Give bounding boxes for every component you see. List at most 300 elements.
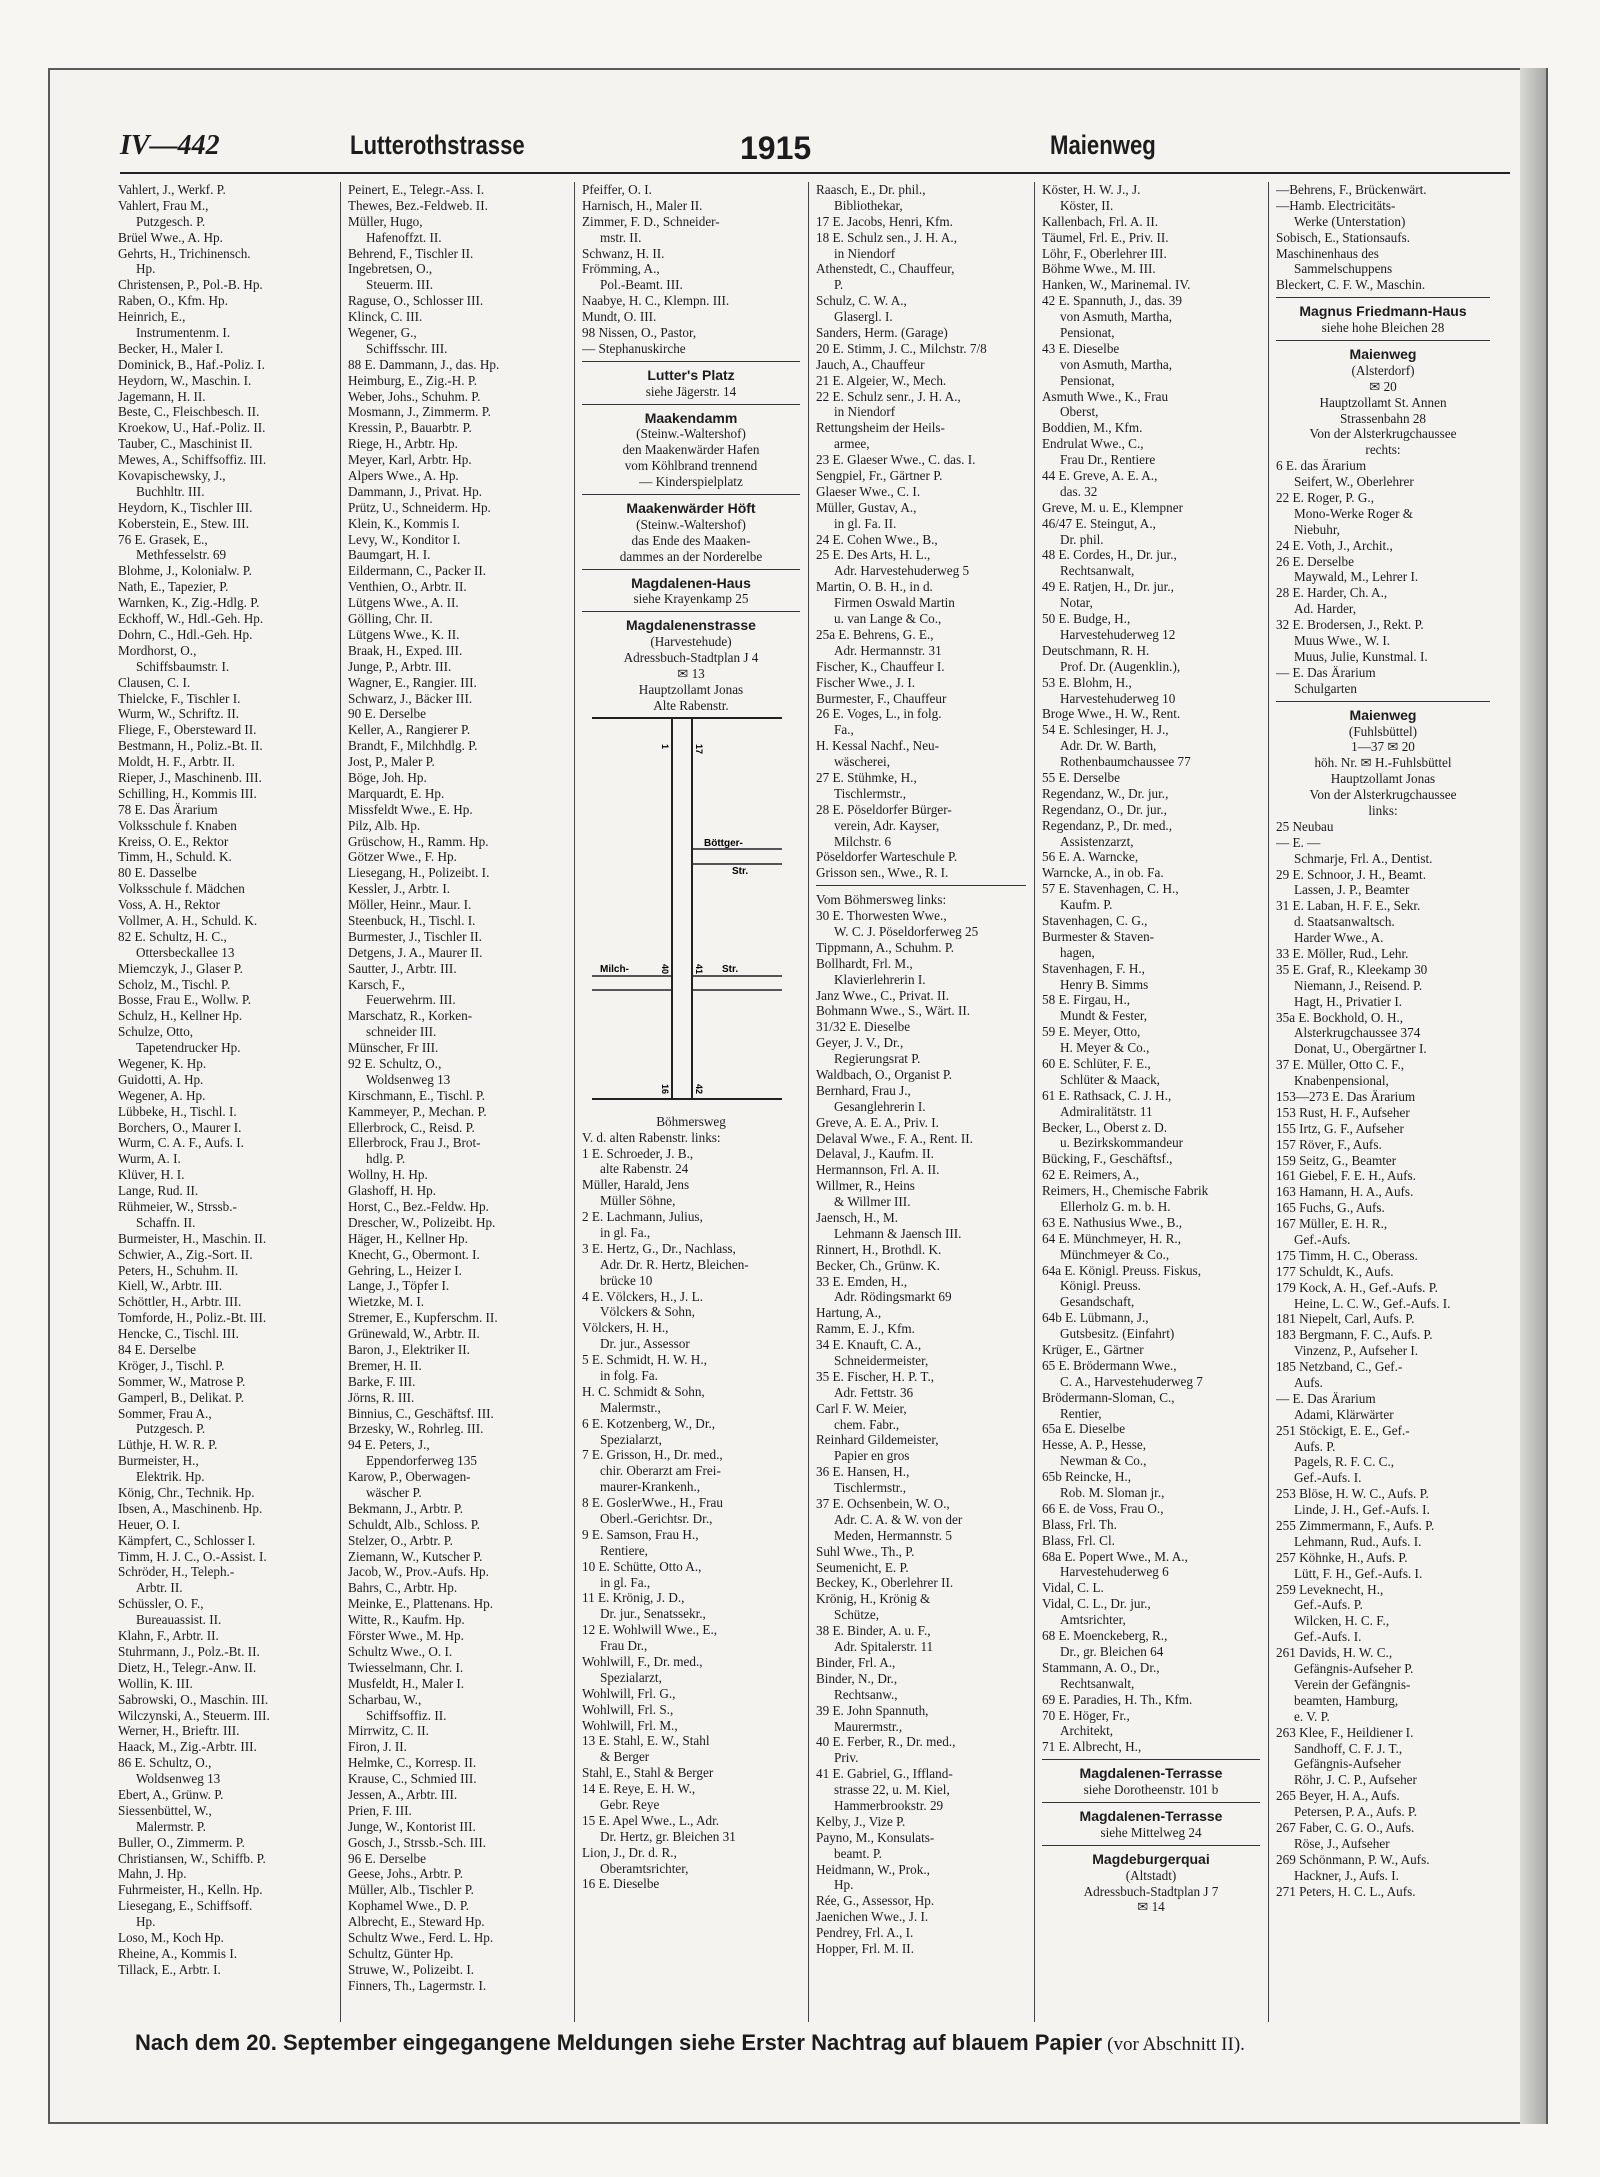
directory-entry: 25a E. Behrens, G. E., <box>816 626 934 642</box>
directory-entry-continued: Lassen, J. P., Beamter <box>1294 882 1410 898</box>
street-heading: Magdalenen-Terrasse <box>1079 1766 1223 1782</box>
directory-entry: Regendanz, P., Dr. med., <box>1042 817 1173 833</box>
directory-entry: Scharbau, W., <box>348 1691 422 1707</box>
directory-entry: Rettungsheim der Heils- <box>816 420 945 436</box>
directory-entry-continued: Rothenbaumchaussee 77 <box>1060 754 1191 770</box>
street-info: vom Köhlbrand trennend <box>624 458 758 474</box>
directory-entry-continued: Bureauassist. II. <box>136 1612 222 1628</box>
street-info: (Steinw.-Waltershof) <box>636 426 746 442</box>
directory-entry: Lion, J., Dr. d. R., <box>582 1844 677 1860</box>
directory-entry: Volksschule f. Mädchen <box>118 881 245 897</box>
directory-entry: — E. — <box>1276 834 1321 850</box>
directory-entry: Schultz Wwe., Ferd. L. Hp. <box>348 1929 494 1945</box>
directory-entry: Becker, L., Oberst z. D. <box>1042 1119 1168 1135</box>
directory-entry-continued: Rechtsanw., <box>834 1686 898 1702</box>
directory-entry: Greve, M. u. E., Klempner <box>1042 499 1183 515</box>
directory-entry: 1 E. Schroeder, J. B., <box>582 1145 694 1161</box>
directory-entry-continued: Arbtr. II. <box>136 1580 183 1596</box>
directory-entry: Karow, P., Oberwagen- <box>348 1469 471 1485</box>
directory-entry: Wurm, A. I. <box>118 1151 181 1167</box>
directory-entry: Bücking, F., Geschäftsf., <box>1042 1151 1173 1167</box>
directory-entry-continued: Amtsrichter, <box>1060 1612 1126 1628</box>
directory-entry-continued: Harvestehuderweg 10 <box>1060 690 1176 706</box>
street-info: — Kinderspielplatz <box>639 474 743 490</box>
directory-entry: Zimmer, F. D., Schneider- <box>582 213 720 229</box>
directory-entry: 31 E. Laban, H. F. E., Sekr. <box>1276 898 1421 914</box>
directory-entry: 17 E. Jacobs, Henri, Kfm. <box>816 213 953 229</box>
directory-entry: 22 E. Roger, P. G., <box>1276 490 1375 506</box>
directory-entry: 35 E. Graf, R., Kleekamp 30 <box>1276 961 1428 977</box>
directory-entry: Prien, F. III. <box>348 1802 412 1818</box>
directory-entry-continued: Adr. C. A. & W. von der <box>834 1511 963 1527</box>
street-heading: Magdeburgerquai <box>1092 1851 1210 1867</box>
directory-entry-continued: in gl. Fa., <box>600 1574 651 1590</box>
directory-entry: Endrulat Wwe., C., <box>1042 436 1144 452</box>
directory-entry: 39 E. John Spannuth, <box>816 1702 929 1718</box>
directory-entry: Kelby, J., Vize P. <box>816 1813 906 1829</box>
directory-entry: 3 E. Hertz, G., Dr., Nachlass, <box>582 1240 736 1256</box>
directory-entry-continued: Kaufm. P. <box>1060 897 1113 913</box>
directory-entry: Häger, H., Kellner Hp. <box>348 1230 468 1246</box>
directory-entry: Mewes, A., Schiffsoffiz. III. <box>118 452 267 468</box>
directory-entry: Böhme Wwe., M. III. <box>1042 261 1156 277</box>
directory-entry: Löhr, F., Oberlehrer III. <box>1042 245 1167 261</box>
header-street-start: Lutterothstrasse <box>350 130 525 160</box>
directory-entry: Fischer, K., Chauffeur I. <box>816 658 945 674</box>
directory-entry: Guidotti, A. Hp. <box>118 1071 204 1087</box>
column-1 <box>118 182 330 2022</box>
directory-entry: Buller, O., Zimmerm. P. <box>118 1834 245 1850</box>
directory-entry: Mahn, J. Hp. <box>118 1866 187 1882</box>
directory-entry: Wegener, G., <box>348 325 417 341</box>
directory-entry: Fischer Wwe., J. I. <box>816 674 916 690</box>
page-header <box>120 128 1510 174</box>
directory-entry: Stavenhagen, C. G., <box>1042 912 1148 928</box>
directory-entry-continued: Buchhltr. III. <box>136 483 205 499</box>
directory-entry: 70 E. Höger, Fr., <box>1042 1707 1130 1723</box>
directory-entry: Beckey, K., Oberlehrer II. <box>816 1575 954 1591</box>
directory-entry: Becker, Ch., Grünw. K. <box>816 1257 940 1273</box>
column-divider <box>1034 182 1035 2022</box>
directory-entry: Kiell, W., Arbtr. III. <box>118 1278 223 1294</box>
directory-entry-continued: Maywald, M., Lehrer I. <box>1294 569 1419 585</box>
directory-entry: 25 E. Des Arts, H. L., <box>816 547 931 563</box>
directory-entry-continued: Lehmann & Jaensch III. <box>834 1225 962 1241</box>
directory-entry: Peinert, E., Telegr.-Ass. I. <box>348 182 485 197</box>
directory-entry-continued: Meden, Hermannstr. 5 <box>834 1527 952 1543</box>
street-info: Alte Rabenstr. <box>653 697 729 713</box>
directory-entry: 4 E. Völckers, H., J. L. <box>582 1288 703 1304</box>
directory-entry: 68a E. Popert Wwe., M. A., <box>1042 1548 1188 1564</box>
street-info: 1—37 ✉ 20 <box>1351 739 1415 755</box>
directory-entry-continued: Bibliothekar, <box>834 197 903 213</box>
directory-entry: Pilz, Alb. Hp. <box>348 817 421 833</box>
directory-entry: 12 E. Wohlwill Wwe., E., <box>582 1622 718 1638</box>
directory-entry-continued: Mono-Werke Roger & <box>1294 505 1414 521</box>
directory-entry: Jaensch, H., M. <box>816 1210 899 1225</box>
directory-entry: Moldt, H. F., Arbtr. II. <box>118 754 235 770</box>
directory-entry: —Behrens, F., Brückenwärt. <box>1276 182 1427 197</box>
column-divider <box>808 182 809 2022</box>
directory-entry-continued: Schaffn. II. <box>136 1214 196 1230</box>
directory-entry: 64b E. Lübmann, J., <box>1042 1310 1149 1326</box>
directory-entry: 24 E. Cohen Wwe., B., <box>816 531 938 547</box>
directory-entry: Greve, A. E. A., Priv. I. <box>816 1114 939 1130</box>
directory-entry: Burmeister, H., <box>118 1453 199 1469</box>
directory-entry: Stavenhagen, F. H., <box>1042 960 1145 976</box>
directory-entry: Schultz, Günter Hp. <box>348 1945 454 1961</box>
directory-entry: Binnius, C., Geschäftsf. III. <box>348 1405 494 1421</box>
section-rule <box>582 569 800 576</box>
directory-entry-continued: Lehmann, Rud., Aufs. I. <box>1294 1533 1422 1549</box>
directory-entry: Witte, R., Kaufm. Hp. <box>348 1612 465 1628</box>
directory-entry: Vom Böhmersweg links: <box>816 892 947 908</box>
directory-entry-continued: Hafenoffzt. II. <box>366 229 442 245</box>
directory-entry-continued: Röhr, J. C. P., Aufseher <box>1294 1772 1417 1788</box>
directory-entry-continued: Petersen, P. A., Aufs. P. <box>1294 1804 1418 1820</box>
directory-entry: H. Kessal Nachf., Neu- <box>816 738 940 754</box>
directory-entry: Barke, F. III. <box>348 1373 416 1389</box>
directory-entry-continued: Firmen Oswald Martin <box>834 595 955 611</box>
directory-entry: Förster Wwe., M. Hp. <box>348 1628 464 1644</box>
directory-entry: Meinke, E., Plattenans. Hp. <box>348 1596 494 1612</box>
directory-entry: Müller, Hugo, <box>348 213 423 229</box>
directory-entry: 263 Klee, F., Heildiener I. <box>1276 1724 1414 1740</box>
directory-entry: H. C. Schmidt & Sohn, <box>582 1383 705 1399</box>
directory-entry-continued: Adr. Harvestehuderweg 5 <box>834 563 970 579</box>
directory-entry: Beste, C., Fleischbesch. II. <box>118 404 260 420</box>
directory-entry-continued: in gl. Fa. II. <box>834 515 897 531</box>
directory-entry: Klinck, C. III. <box>348 309 423 325</box>
directory-entry-continued: u. van Lange & Co., <box>834 611 942 627</box>
directory-entry: Sautter, J., Arbtr. III. <box>348 960 457 976</box>
directory-entry: Bestmann, H., Poliz.-Bt. II. <box>118 738 263 754</box>
directory-entry: 28 E. Pöseldorfer Bürger- <box>816 801 952 817</box>
directory-entry: 37 E. Ochsenbein, W. O., <box>816 1496 950 1512</box>
directory-entry: 32 E. Brodersen, J., Rekt. P. <box>1276 617 1424 633</box>
directory-entry: Glaeser Wwe., C. I. <box>816 483 921 499</box>
directory-entry: Knecht, G., Obermont. I. <box>348 1246 480 1262</box>
directory-entry-continued: Sandhoff, C. F. J. T., <box>1294 1740 1403 1756</box>
directory-entry-continued: Vinzenz, P., Aufseher I. <box>1294 1343 1419 1359</box>
directory-entry: Stelzer, O., Arbtr. P. <box>348 1532 453 1548</box>
directory-entry: Eildermann, C., Packer II. <box>348 563 487 579</box>
directory-entry: 179 Kock, A. H., Gef.-Aufs. P. <box>1276 1279 1438 1295</box>
directory-entry-continued: Gutsbesitz. (Einfahrt) <box>1060 1326 1175 1342</box>
directory-entry-continued: Rechtsanwalt, <box>1060 1675 1135 1691</box>
directory-entry: 33 E. Möller, Rud., Lehr. <box>1276 945 1409 961</box>
directory-entry: Kirschmann, E., Tischl. P. <box>348 1087 486 1103</box>
directory-entry: 155 Irtz, G. F., Aufseher <box>1276 1120 1404 1136</box>
directory-entry: Clausen, C. I. <box>118 674 191 690</box>
directory-entry-continued: Königl. Preuss. <box>1060 1278 1141 1294</box>
street-info: siehe Mittelweg 24 <box>1100 1824 1202 1840</box>
directory-entry-continued: Methfesselstr. 69 <box>136 547 227 563</box>
directory-entry: Voss, A. H., Rektor <box>118 897 220 913</box>
directory-entry: 167 Müller, E. H. R., <box>1276 1216 1388 1232</box>
directory-entry: Wilczynski, A., Steuerm. III. <box>118 1707 270 1723</box>
directory-entry: 165 Fuchs, G., Aufs. <box>1276 1200 1385 1216</box>
directory-entry: Binder, Frl. A., <box>816 1654 896 1670</box>
directory-entry: Behrend, F., Tischler II. <box>348 245 474 261</box>
directory-entry: 259 Leveknecht, H., <box>1276 1581 1384 1597</box>
directory-entry: Marschatz, R., Korken- <box>348 1008 473 1024</box>
directory-entry: Vahlert, J., Werkf. P. <box>118 182 226 197</box>
directory-entry-continued: Notar, <box>1060 595 1093 611</box>
directory-entry-continued: Seifert, W., Oberlehrer <box>1294 474 1414 490</box>
directory-entry: 16 E. Dieselbe <box>582 1876 660 1892</box>
directory-entry-continued: Instrumentenm. I. <box>136 325 231 341</box>
directory-entry-continued: wäscherei, <box>834 754 891 770</box>
directory-entry: Möller, Heinr., Maur. I. <box>348 897 472 913</box>
directory-entry-continued: chir. Oberarzt am Frei- <box>600 1463 721 1479</box>
directory-entry: Payno, M., Konsulats- <box>816 1829 935 1845</box>
directory-entry-continued: Dr. phil. <box>1060 531 1104 547</box>
directory-entry-continued: Tischlermstr., <box>834 1480 907 1496</box>
directory-entry: Firon, J. II. <box>348 1739 407 1755</box>
header-year: 1915 <box>740 130 812 166</box>
directory-entry: 38 E. Binder, A. u. F., <box>816 1623 931 1639</box>
directory-entry-continued: Dr. Hertz, gr. Bleichen 31 <box>600 1828 736 1844</box>
directory-entry: 37 E. Müller, Otto C. F., <box>1276 1057 1405 1073</box>
directory-entry: 18 E. Schulz sen., J. H. A., <box>816 229 958 245</box>
map-label-milch: Milch- <box>600 963 629 975</box>
directory-entry: 11 E. Krönig, J. D., <box>582 1590 685 1606</box>
section-rule <box>1276 297 1490 304</box>
column-divider <box>574 182 575 2022</box>
directory-entry: Horst, C., Bez.-Feldw. Hp. <box>348 1199 489 1214</box>
directory-entry: Suhl Wwe., Th., P. <box>816 1543 915 1559</box>
directory-entry: Rühmeier, W., Strssb.- <box>118 1199 237 1214</box>
directory-entry: 94 E. Peters, J., <box>348 1437 430 1453</box>
directory-entry: Schwarz, J., Bäcker III. <box>348 690 473 706</box>
street-info: Von der Alsterkrugchaussee <box>1309 426 1457 442</box>
directory-entry: 63 E. Nathusius Wwe., B., <box>1042 1214 1183 1230</box>
directory-entry-continued: Gef.-Aufs. P. <box>1294 1597 1363 1613</box>
directory-entry: 181 Niepelt, Carl, Aufs. P. <box>1276 1311 1415 1327</box>
directory-entry: 21 E. Algeier, W., Mech. <box>816 372 947 388</box>
directory-entry: Bleckert, C. F. W., Maschin. <box>1276 277 1426 293</box>
directory-entry: Warncke, A., in ob. Fa. <box>1042 865 1164 881</box>
directory-entry-continued: Milchstr. 6 <box>834 833 892 849</box>
directory-entry: Lütgens Wwe., A. II. <box>348 595 459 611</box>
directory-entry: Nath, E., Tapezier, P. <box>118 579 229 595</box>
directory-entry: Krüger, E., Gärtner <box>1042 1342 1144 1358</box>
directory-entry-continued: Alsterkrugchaussee 374 <box>1294 1025 1421 1041</box>
directory-entry-continued: Rechtsanwalt, <box>1060 563 1135 579</box>
directory-entry: 185 Netzband, C., Gef.- <box>1276 1359 1403 1375</box>
directory-entry: Schöttler, H., Arbtr. III. <box>118 1294 242 1310</box>
section-rule <box>1042 1759 1260 1766</box>
directory-entry-continued: beamten, Hamburg, <box>1294 1692 1399 1708</box>
directory-entry: 64 E. Münchmeyer, H. R., <box>1042 1230 1182 1246</box>
column-divider <box>1268 182 1269 2022</box>
map-label-boettger: Böttger- <box>704 837 743 849</box>
directory-entry: 2 E. Lachmann, Julius, <box>582 1209 703 1225</box>
directory-entry: 251 Stöckigt, E. E., Gef.- <box>1276 1422 1410 1438</box>
directory-entry-continued: von Asmuth, Martha, <box>1060 356 1173 372</box>
directory-entry: Bekmann, J., Arbtr. P. <box>348 1500 464 1516</box>
directory-entry-continued: H. Meyer & Co., <box>1060 1040 1150 1056</box>
directory-entry: Karsch, F., <box>348 976 405 992</box>
directory-entry: Thewes, Bez.-Feldweb. II. <box>348 197 488 213</box>
directory-entry: 82 E. Schultz, H. C., <box>118 928 227 944</box>
directory-entry: V. d. alten Rabenstr. links: <box>582 1129 721 1145</box>
directory-entry: Stremer, E., Kupferschm. II. <box>348 1310 498 1326</box>
directory-entry: Struwe, W., Polizeibt. I. <box>348 1961 475 1977</box>
directory-entry: Janz Wwe., C., Privat. II. <box>816 987 950 1003</box>
directory-entry: Sommer, Frau A., <box>118 1405 212 1421</box>
directory-entry-continued: Donat, U., Obergärtner I. <box>1294 1041 1427 1057</box>
directory-entry-continued: Köster, II. <box>1060 197 1114 213</box>
directory-entry: Rinnert, H., Brothdl. K. <box>816 1241 942 1257</box>
directory-entry: Sabrowski, O., Maschin. III. <box>118 1691 269 1707</box>
directory-entry-continued: Oberl.-Gerichtsr. Dr., <box>600 1510 713 1526</box>
directory-entry: 43 E. Dieselbe <box>1042 340 1120 356</box>
street-map <box>582 714 800 1114</box>
directory-entry: Mundt, O. III. <box>582 309 657 325</box>
directory-entry: König, Chr., Technik. Hp. <box>118 1485 255 1501</box>
street-info: Hauptzollamt St. Annen <box>1319 394 1447 410</box>
directory-entry: 159 Seitz, G., Beamter <box>1276 1152 1397 1168</box>
directory-entry: — E. Das Ärarium <box>1276 664 1376 680</box>
directory-entry: 65 E. Brödermann Wwe., <box>1042 1357 1177 1373</box>
directory-entry: Jörns, R. III. <box>348 1389 415 1405</box>
directory-entry: 31/32 E. Dieselbe <box>816 1019 911 1035</box>
directory-entry: Missfeldt Wwe., E. Hp. <box>348 801 473 817</box>
directory-entry: Hopper, Frl. M. II. <box>816 1940 914 1956</box>
directory-entry-continued: C. A., Harvestehuderweg 7 <box>1060 1373 1203 1389</box>
directory-entry: 7 E. Grisson, H., Dr. med., <box>582 1447 723 1463</box>
directory-entry: Dohrn, C., Hdl.-Geh. Hp. <box>118 626 253 642</box>
directory-entry-continued: Linde, J. H., Gef.-Aufs. I. <box>1294 1502 1430 1518</box>
directory-entry-continued: brücke 10 <box>600 1272 653 1288</box>
directory-entry-continued: Assistenzarzt, <box>1060 833 1134 849</box>
directory-entry: 5 E. Schmidt, H. W. H., <box>582 1352 707 1368</box>
directory-entry: Jauch, A., Chauffeur <box>816 356 925 372</box>
street-info: Böhmersweg <box>656 1113 726 1129</box>
directory-entry: 44 E. Greve, A. E. A., <box>1042 468 1158 484</box>
directory-entry: — E. Das Ärarium <box>1276 1390 1376 1406</box>
column-3 <box>582 182 800 2022</box>
directory-entry-continued: Gefängnis-Aufseher <box>1294 1756 1401 1772</box>
directory-entry: Heimburg, E., Zig.-H. P. <box>348 372 478 388</box>
directory-entry: Thielcke, F., Tischler I. <box>118 690 241 706</box>
directory-entry-continued: Spezialarzt, <box>600 1669 662 1685</box>
directory-entry: Hartung, A., <box>816 1305 882 1321</box>
directory-entry: Brödermann-Sloman, C., <box>1042 1389 1175 1405</box>
directory-entry: 90 E. Derselbe <box>348 706 426 722</box>
directory-entry-continued: Regierungsrat P. <box>834 1051 921 1067</box>
directory-entry: Raasch, E., Dr. phil., <box>816 182 926 197</box>
directory-entry: Sanders, Herm. (Garage) <box>816 325 948 341</box>
directory-entry: Ibsen, A., Maschinenb. Hp. <box>118 1500 263 1516</box>
directory-entry: 183 Bergmann, F. C., Aufs. P. <box>1276 1327 1433 1343</box>
directory-entry: —Hamb. Electricitäts- <box>1276 197 1396 213</box>
street-info: Hauptzollamt Jonas <box>638 681 744 697</box>
directory-entry-continued: Woldsenweg 13 <box>366 1071 451 1087</box>
directory-entry: Meyer, Karl, Arbtr. Hp. <box>348 452 472 468</box>
directory-entry-continued: Verein der Gefängnis- <box>1294 1676 1411 1692</box>
directory-entry-continued: Gesandschaft, <box>1060 1294 1135 1310</box>
directory-entry: Venthien, O., Arbtr. II. <box>348 579 467 595</box>
directory-entry: Drescher, W., Polizeibt. Hp. <box>348 1214 496 1230</box>
directory-entry: Lütgens Wwe., K. II. <box>348 626 460 642</box>
street-info: siehe Dorotheenstr. 101 b <box>1083 1782 1219 1798</box>
directory-entry: Gölling, Chr. II. <box>348 611 433 627</box>
directory-entry-continued: Ellerholz G. m. b. H. <box>1060 1199 1171 1214</box>
directory-entry-continued: Schulgarten <box>1294 680 1357 696</box>
map-label-boettger-str: Str. <box>732 865 749 877</box>
directory-entry: Hesse, A. P., Hesse, <box>1042 1437 1147 1453</box>
directory-entry: Musfeldt, H., Maler I. <box>348 1675 465 1691</box>
directory-entry: Stahl, E., Stahl & Berger <box>582 1765 714 1781</box>
directory-entry-continued: in Niendorf <box>834 245 896 261</box>
footer-main-text: Nach dem 20. September eingegangene Meldungen siehe Erster Nachtrag auf blauem Papier <box>135 2030 1103 2055</box>
directory-entry-continued: Rentier, <box>1060 1405 1102 1421</box>
directory-entry: 53 E. Blohm, H., <box>1042 674 1132 690</box>
directory-entry: Heinrich, E., <box>118 309 186 325</box>
header-street-end: Maienweg <box>1050 130 1156 160</box>
directory-entry: Lange, J., Töpfer I. <box>348 1278 450 1294</box>
directory-entry: Klüver, H. I. <box>118 1167 185 1183</box>
directory-entry: Dammann, J., Privat. Hp. <box>348 483 483 499</box>
directory-entry: Werner, H., Brieftr. III. <box>118 1723 240 1739</box>
directory-entry: 56 E. A. Warncke, <box>1042 849 1139 865</box>
directory-entry: Heydorn, K., Tischler III. <box>118 499 253 515</box>
directory-entry-continued: Admiralitätstr. 11 <box>1060 1103 1153 1119</box>
directory-entry-continued: Woldsenweg 13 <box>136 1771 221 1787</box>
directory-entry: 35 E. Fischer, H. P. T., <box>816 1368 935 1384</box>
directory-entry-continued: Glasergl. I. <box>834 309 893 325</box>
directory-entry: Kovapischewsky, J., <box>118 468 226 484</box>
street-heading: Maienweg <box>1349 347 1417 363</box>
directory-entry: Detgens, J. A., Maurer II. <box>348 944 483 960</box>
directory-entry: Vidal, C. L., Dr. jur., <box>1042 1596 1151 1612</box>
directory-entry: Bosse, Frau E., Wollw. P. <box>118 992 252 1008</box>
directory-entry: Jacob, W., Prov.-Aufs. Hp. <box>348 1564 489 1580</box>
directory-entry: Braak, H., Exped. III. <box>348 642 463 658</box>
street-heading: Magdalenen-Haus <box>631 575 751 591</box>
directory-entry: Ramm, E. J., Kfm. <box>816 1321 915 1337</box>
directory-entry: Gamperl, B., Delikat. P. <box>118 1389 244 1405</box>
directory-entry: Wohlwill, Frl. G., <box>582 1685 676 1701</box>
directory-entry-continued: Hammerbrookstr. 29 <box>834 1797 944 1813</box>
directory-entry: 33 E. Emden, H., <box>816 1273 908 1289</box>
directory-entry: Naabye, H. C., Klempn. III. <box>582 293 730 309</box>
directory-entry: Lüthje, H. W. R. P. <box>118 1437 218 1453</box>
directory-entry: 65a E. Dieselbe <box>1042 1421 1126 1437</box>
street-heading: Magdalenen-Terrasse <box>1079 1808 1223 1824</box>
map-number: 16 <box>660 1083 670 1094</box>
directory-entry-continued: Muus, Julie, Kunstmal. I. <box>1294 648 1428 664</box>
directory-entry: 49 E. Ratjen, H., Dr. jur., <box>1042 579 1174 595</box>
street-info: (Alsterdorf) <box>1351 362 1415 378</box>
directory-entry: Sommer, W., Matrose P. <box>118 1373 246 1389</box>
directory-entry: Rieper, J., Maschinenb. III. <box>118 769 262 785</box>
directory-entry-continued: Heine, L. C. W., Gef.-Aufs. I. <box>1294 1295 1451 1311</box>
directory-entry: Schulze, Otto, <box>118 1024 194 1040</box>
directory-entry-continued: Steuerm. III. <box>366 277 434 293</box>
directory-entry: Liesegang, E., Schiffsoff. <box>118 1898 253 1914</box>
map-number: 17 <box>694 743 704 754</box>
directory-entry-continued: Gesanglehrerin I. <box>834 1098 926 1114</box>
directory-entry: Gehrts, H., Trichinensch. <box>118 245 251 261</box>
directory-entry: 26 E. Derselbe <box>1276 553 1354 569</box>
directory-entry: Mirrwitz, C. II. <box>348 1723 429 1739</box>
directory-entry: Heidmann, W., Prok., <box>816 1861 930 1877</box>
directory-entry: 57 E. Stavenhagen, C. H., <box>1042 881 1179 897</box>
